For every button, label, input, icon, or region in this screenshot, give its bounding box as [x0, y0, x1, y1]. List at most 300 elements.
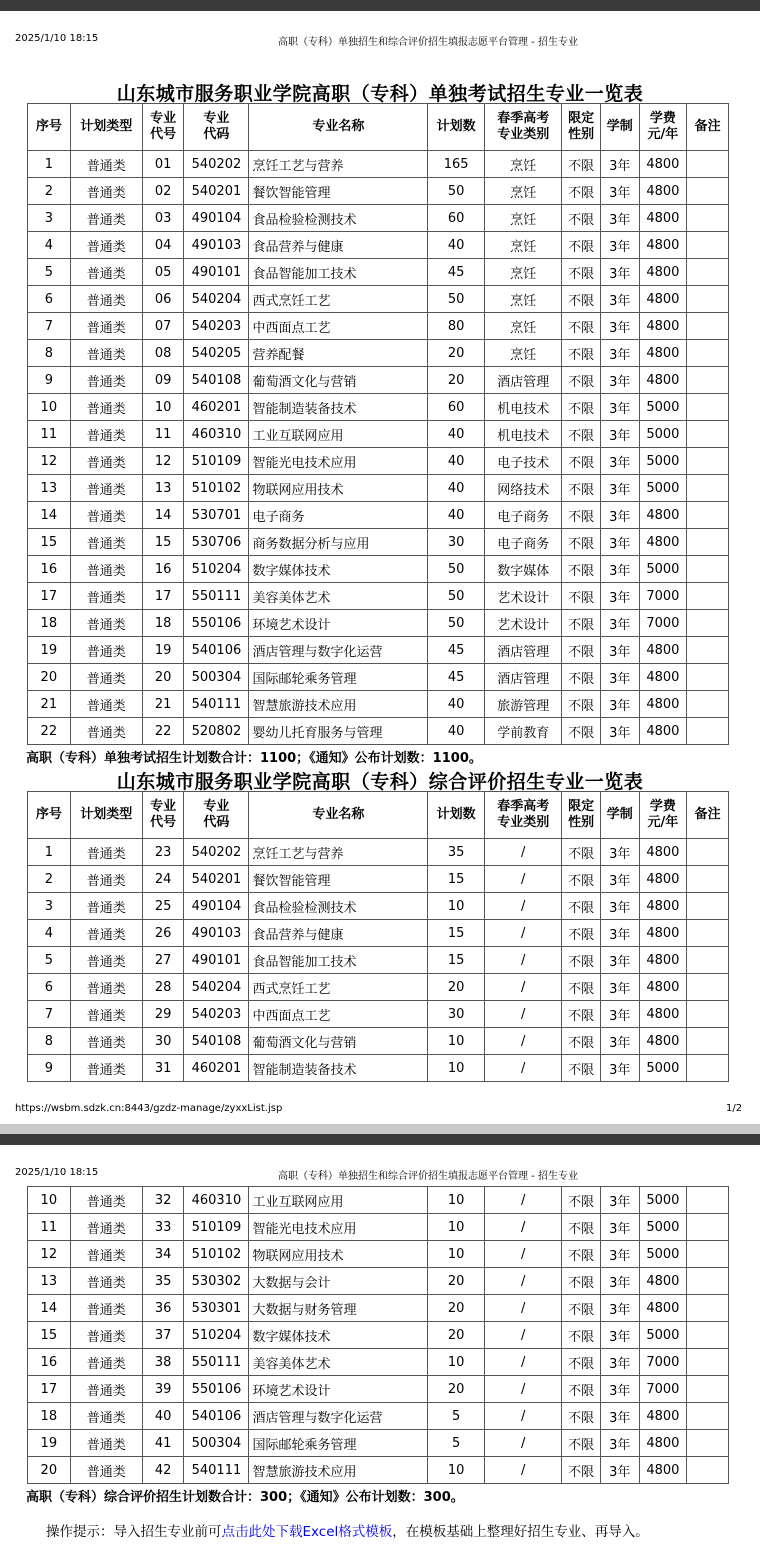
cell-major-name: 国际邮轮乘务管理	[249, 1430, 428, 1457]
cell-plan-type: 普通类	[70, 583, 142, 610]
cell-seq: 6	[28, 286, 71, 313]
header-label: 学费	[649, 799, 676, 814]
cell-duration: 3年	[600, 205, 639, 232]
cell-plan-type: 普通类	[70, 1349, 142, 1376]
cell-gender: 不限	[562, 974, 601, 1001]
cell-duration: 3年	[600, 367, 639, 394]
cell-gender: 不限	[562, 1376, 601, 1403]
cell-spring-category: /	[485, 1457, 562, 1484]
cell-plan-count: 45	[428, 259, 485, 286]
cell-seq: 1	[28, 839, 71, 866]
page-gap	[0, 1124, 760, 1134]
header-label: 专业名称	[312, 119, 365, 134]
cell-tuition: 5000	[639, 448, 687, 475]
cell-gender: 不限	[562, 1001, 601, 1028]
cell-gender: 不限	[562, 1214, 601, 1241]
cell-major-name: 烹饪工艺与营养	[249, 839, 428, 866]
cell-spring-category: 酒店管理	[485, 664, 562, 691]
cell-spring-category: 学前教育	[485, 718, 562, 745]
cell-duration: 3年	[600, 421, 639, 448]
cell-plan-count: 40	[428, 448, 485, 475]
table2-row	[28, 1268, 729, 1295]
cell-major-code: 540204	[184, 974, 249, 1001]
table2-col-duration	[600, 792, 639, 839]
cell-tuition: 5000	[639, 475, 687, 502]
cell-seq: 12	[28, 1241, 71, 1268]
table2-row	[28, 1376, 729, 1403]
cell-remark	[687, 151, 729, 178]
cell-seq: 13	[28, 475, 71, 502]
cell-remark	[687, 1457, 729, 1484]
cell-remark	[687, 1403, 729, 1430]
cell-duration: 3年	[600, 893, 639, 920]
cell-seq: 9	[28, 1055, 71, 1082]
cell-major-name: 智能光电技术应用	[249, 448, 428, 475]
cell-major-name: 数字媒体技术	[249, 1322, 428, 1349]
cell-seq: 16	[28, 556, 71, 583]
cell-duration: 3年	[600, 1001, 639, 1028]
cell-plan-count: 40	[428, 691, 485, 718]
cell-plan-count: 50	[428, 286, 485, 313]
table2-row	[28, 1028, 729, 1055]
cell-seq: 20	[28, 664, 71, 691]
cell-seq: 5	[28, 947, 71, 974]
top-dark-bar	[0, 0, 760, 11]
cell-duration: 3年	[600, 583, 639, 610]
cell-tuition: 4800	[639, 1295, 687, 1322]
header-label: 限定	[568, 111, 595, 126]
cell-major-code: 540202	[184, 839, 249, 866]
cell-remark	[687, 1295, 729, 1322]
table1-row	[28, 556, 729, 583]
cell-major-no: 09	[142, 367, 184, 394]
cell-major-code: 460201	[184, 1055, 249, 1082]
cell-gender: 不限	[562, 1241, 601, 1268]
header-label: 计划数	[436, 807, 476, 822]
cell-plan-type: 普通类	[70, 421, 142, 448]
cell-plan-type: 普通类	[70, 502, 142, 529]
table2-col-gender	[562, 792, 601, 839]
cell-seq: 14	[28, 502, 71, 529]
operation-hint	[46, 1520, 649, 1540]
cell-plan-type: 普通类	[70, 205, 142, 232]
cell-remark	[687, 866, 729, 893]
cell-duration: 3年	[600, 718, 639, 745]
hint-prefix: 操作提示：导入招生专业前可	[46, 1524, 222, 1540]
cell-duration: 3年	[600, 502, 639, 529]
header-label: 计划类型	[80, 807, 133, 822]
cell-gender: 不限	[562, 1403, 601, 1430]
header-label: 代码	[203, 815, 230, 830]
cell-seq: 21	[28, 691, 71, 718]
cell-duration: 3年	[600, 1241, 639, 1268]
cell-major-no: 26	[142, 920, 184, 947]
cell-tuition: 4800	[639, 893, 687, 920]
cell-spring-category: /	[485, 1376, 562, 1403]
cell-major-code: 490103	[184, 232, 249, 259]
cell-spring-category: 数字媒体	[485, 556, 562, 583]
header-label: 元/年	[647, 127, 679, 142]
cell-tuition: 5000	[639, 1214, 687, 1241]
cell-plan-type: 普通类	[70, 1028, 142, 1055]
table1-row	[28, 286, 729, 313]
cell-major-name: 酒店管理与数字化运营	[249, 1403, 428, 1430]
cell-tuition: 7000	[639, 1349, 687, 1376]
cell-major-no: 42	[142, 1457, 184, 1484]
cell-major-code: 540204	[184, 286, 249, 313]
cell-major-code: 550106	[184, 1376, 249, 1403]
cell-spring-category: /	[485, 920, 562, 947]
cell-duration: 3年	[600, 529, 639, 556]
table1-row	[28, 205, 729, 232]
cell-spring-category: /	[485, 866, 562, 893]
header-label: 春季高考	[497, 799, 550, 814]
cell-plan-count: 20	[428, 340, 485, 367]
cell-plan-count: 30	[428, 1001, 485, 1028]
cell-seq: 18	[28, 610, 71, 637]
cell-spring-category: /	[485, 1028, 562, 1055]
cell-plan-count: 60	[428, 394, 485, 421]
cell-remark	[687, 178, 729, 205]
table1-row	[28, 529, 729, 556]
cell-plan-count: 50	[428, 178, 485, 205]
cell-seq: 13	[28, 1268, 71, 1295]
table1-single-exam	[27, 103, 729, 745]
cell-major-no: 24	[142, 866, 184, 893]
cell-spring-category: /	[485, 1241, 562, 1268]
cell-major-name: 电子商务	[249, 502, 428, 529]
cell-major-no: 05	[142, 259, 184, 286]
cell-major-name: 食品智能加工技术	[249, 947, 428, 974]
cell-gender: 不限	[562, 313, 601, 340]
cell-spring-category: /	[485, 974, 562, 1001]
cell-major-code: 540106	[184, 637, 249, 664]
cell-remark	[687, 1430, 729, 1457]
cell-major-no: 18	[142, 610, 184, 637]
cell-gender: 不限	[562, 448, 601, 475]
cell-major-code: 510109	[184, 448, 249, 475]
cell-major-name: 西式烹饪工艺	[249, 286, 428, 313]
cell-major-name: 智能光电技术应用	[249, 1214, 428, 1241]
cell-spring-category: 酒店管理	[485, 367, 562, 394]
cell-remark	[687, 448, 729, 475]
cell-tuition: 5000	[639, 394, 687, 421]
cell-plan-type: 普通类	[70, 1295, 142, 1322]
cell-tuition: 4800	[639, 205, 687, 232]
cell-seq: 7	[28, 1001, 71, 1028]
cell-duration: 3年	[600, 947, 639, 974]
header-label: 性别	[568, 127, 595, 142]
table1-col-major-no	[142, 104, 184, 151]
cell-seq: 17	[28, 583, 71, 610]
cell-remark	[687, 691, 729, 718]
cell-plan-count: 45	[428, 637, 485, 664]
cell-major-name: 餐饮智能管理	[249, 178, 428, 205]
cell-major-name: 智能制造装备技术	[249, 1055, 428, 1082]
cell-remark	[687, 610, 729, 637]
cell-spring-category: 烹饪	[485, 340, 562, 367]
cell-tuition: 4800	[639, 340, 687, 367]
cell-spring-category: 烹饪	[485, 178, 562, 205]
cell-major-code: 530301	[184, 1295, 249, 1322]
table1-row	[28, 178, 729, 205]
cell-tuition: 4800	[639, 718, 687, 745]
cell-major-name: 食品检验检测技术	[249, 893, 428, 920]
table1-row	[28, 691, 729, 718]
cell-plan-type: 普通类	[70, 313, 142, 340]
cell-major-no: 25	[142, 893, 184, 920]
cell-major-code: 540201	[184, 866, 249, 893]
table2-row	[28, 1187, 729, 1214]
cell-major-name: 数字媒体技术	[249, 556, 428, 583]
cell-plan-type: 普通类	[70, 1457, 142, 1484]
cell-remark	[687, 232, 729, 259]
cell-spring-category: /	[485, 1403, 562, 1430]
cell-plan-type: 普通类	[70, 340, 142, 367]
cell-spring-category: /	[485, 1268, 562, 1295]
cell-major-no: 27	[142, 947, 184, 974]
table1-row	[28, 259, 729, 286]
cell-spring-category: /	[485, 1295, 562, 1322]
cell-major-name: 中西面点工艺	[249, 1001, 428, 1028]
cell-tuition: 4800	[639, 502, 687, 529]
cell-major-code: 540202	[184, 151, 249, 178]
cell-major-no: 11	[142, 421, 184, 448]
table1-row	[28, 637, 729, 664]
cell-gender: 不限	[562, 394, 601, 421]
table2-row	[28, 1295, 729, 1322]
cell-spring-category: /	[485, 1001, 562, 1028]
cell-remark	[687, 637, 729, 664]
cell-major-code: 540205	[184, 340, 249, 367]
cell-major-code: 540111	[184, 691, 249, 718]
print-page-number: 1/2	[726, 1103, 743, 1114]
cell-major-name: 餐饮智能管理	[249, 866, 428, 893]
cell-seq: 9	[28, 367, 71, 394]
table1-row	[28, 313, 729, 340]
cell-tuition: 4800	[639, 178, 687, 205]
cell-major-code: 550111	[184, 583, 249, 610]
table1-row	[28, 367, 729, 394]
cell-major-no: 33	[142, 1214, 184, 1241]
cell-gender: 不限	[562, 1349, 601, 1376]
cell-tuition: 4800	[639, 839, 687, 866]
cell-major-code: 540108	[184, 367, 249, 394]
cell-gender: 不限	[562, 637, 601, 664]
header-label: 春季高考	[497, 111, 550, 126]
cell-plan-type: 普通类	[70, 1214, 142, 1241]
cell-major-code: 490101	[184, 947, 249, 974]
cell-major-code: 490103	[184, 920, 249, 947]
table1-summary: 高职（专科）单独考试招生计划数合计：1100；《通知》公布计划数：1100。	[26, 751, 482, 766]
cell-seq: 12	[28, 448, 71, 475]
table1-header-row	[28, 104, 729, 151]
cell-duration: 3年	[600, 394, 639, 421]
cell-spring-category: 电子商务	[485, 529, 562, 556]
cell-plan-count: 20	[428, 367, 485, 394]
cell-duration: 3年	[600, 1268, 639, 1295]
cell-major-no: 13	[142, 475, 184, 502]
cell-seq: 8	[28, 340, 71, 367]
cell-major-name: 食品营养与健康	[249, 920, 428, 947]
cell-tuition: 4800	[639, 637, 687, 664]
cell-tuition: 4800	[639, 947, 687, 974]
cell-remark	[687, 529, 729, 556]
cell-tuition: 5000	[639, 1055, 687, 1082]
table2-row	[28, 1322, 729, 1349]
cell-remark	[687, 1376, 729, 1403]
cell-major-code: 540203	[184, 313, 249, 340]
cell-gender: 不限	[562, 583, 601, 610]
cell-plan-type: 普通类	[70, 529, 142, 556]
cell-seq: 5	[28, 259, 71, 286]
cell-gender: 不限	[562, 205, 601, 232]
cell-major-name: 食品营养与健康	[249, 232, 428, 259]
cell-spring-category: /	[485, 1349, 562, 1376]
cell-seq: 8	[28, 1028, 71, 1055]
cell-tuition: 4800	[639, 664, 687, 691]
cell-gender: 不限	[562, 1322, 601, 1349]
cell-remark	[687, 839, 729, 866]
cell-major-code: 510102	[184, 475, 249, 502]
cell-plan-type: 普通类	[70, 448, 142, 475]
cell-plan-count: 10	[428, 893, 485, 920]
table1-row	[28, 502, 729, 529]
cell-gender: 不限	[562, 866, 601, 893]
cell-spring-category: /	[485, 1055, 562, 1082]
header-label: 元/年	[647, 815, 679, 830]
cell-plan-type: 普通类	[70, 1055, 142, 1082]
cell-major-name: 食品智能加工技术	[249, 259, 428, 286]
header-label: 序号	[35, 119, 62, 134]
cell-spring-category: 旅游管理	[485, 691, 562, 718]
cell-plan-type: 普通类	[70, 920, 142, 947]
table1-col-spring-category	[485, 104, 562, 151]
header-label: 专业	[150, 111, 177, 126]
cell-tuition: 4800	[639, 286, 687, 313]
cell-spring-category: 电子技术	[485, 448, 562, 475]
cell-seq: 1	[28, 151, 71, 178]
cell-major-no: 35	[142, 1268, 184, 1295]
cell-major-code: 490104	[184, 205, 249, 232]
cell-gender: 不限	[562, 691, 601, 718]
cell-major-no: 17	[142, 583, 184, 610]
cell-major-code: 460310	[184, 1187, 249, 1214]
cell-major-code: 540201	[184, 178, 249, 205]
cell-duration: 3年	[600, 1430, 639, 1457]
table2-summary: 高职（专科）综合评价招生计划数合计：300；《通知》公布计划数：300。	[26, 1490, 464, 1505]
cell-spring-category: /	[485, 1187, 562, 1214]
cell-tuition: 4800	[639, 259, 687, 286]
cell-major-no: 21	[142, 691, 184, 718]
cell-seq: 3	[28, 205, 71, 232]
cell-plan-type: 普通类	[70, 394, 142, 421]
cell-plan-count: 10	[428, 1055, 485, 1082]
table2-col-major-no	[142, 792, 184, 839]
cell-major-name: 智能制造装备技术	[249, 394, 428, 421]
header-label: 代号	[150, 127, 177, 142]
cell-remark	[687, 718, 729, 745]
cell-major-no: 34	[142, 1241, 184, 1268]
table2-row	[28, 1214, 729, 1241]
cell-seq: 3	[28, 893, 71, 920]
cell-duration: 3年	[600, 1028, 639, 1055]
cell-major-code: 500304	[184, 664, 249, 691]
cell-seq: 15	[28, 529, 71, 556]
cell-remark	[687, 1028, 729, 1055]
cell-duration: 3年	[600, 1349, 639, 1376]
cell-plan-type: 普通类	[70, 1403, 142, 1430]
cell-duration: 3年	[600, 1187, 639, 1214]
cell-duration: 3年	[600, 178, 639, 205]
cell-plan-type: 普通类	[70, 1001, 142, 1028]
cell-major-name: 智慧旅游技术应用	[249, 1457, 428, 1484]
header-label: 限定	[568, 799, 595, 814]
cell-major-no: 38	[142, 1349, 184, 1376]
table1-row	[28, 151, 729, 178]
cell-seq: 15	[28, 1322, 71, 1349]
cell-major-name: 酒店管理与数字化运营	[249, 637, 428, 664]
cell-plan-count: 15	[428, 866, 485, 893]
cell-spring-category: 艺术设计	[485, 583, 562, 610]
cell-major-no: 10	[142, 394, 184, 421]
cell-tuition: 5000	[639, 421, 687, 448]
table2-row	[28, 1430, 729, 1457]
cell-major-code: 540106	[184, 1403, 249, 1430]
table1-col-tuition	[639, 104, 687, 151]
header-label: 专业名称	[312, 807, 365, 822]
header-label: 专业类别	[497, 815, 550, 830]
cell-remark	[687, 556, 729, 583]
table2-col-plan-type	[70, 792, 142, 839]
header-label: 专业	[150, 799, 177, 814]
cell-major-code: 500304	[184, 1430, 249, 1457]
header-label: 序号	[35, 807, 62, 822]
cell-duration: 3年	[600, 151, 639, 178]
print-datetime: 2025/1/10 18:15	[15, 33, 99, 44]
table2-col-major-name	[249, 792, 428, 839]
header-label: 专业	[203, 799, 230, 814]
cell-remark	[687, 1001, 729, 1028]
cell-duration: 3年	[600, 974, 639, 1001]
cell-tuition: 4800	[639, 866, 687, 893]
table2-row	[28, 839, 729, 866]
table2-row	[28, 1241, 729, 1268]
cell-duration: 3年	[600, 1295, 639, 1322]
cell-remark	[687, 1214, 729, 1241]
cell-plan-type: 普通类	[70, 178, 142, 205]
download-excel-template-link[interactable]: 点击此处下载Excel格式模板	[221, 1524, 393, 1540]
cell-major-name: 营养配餐	[249, 340, 428, 367]
cell-gender: 不限	[562, 1430, 601, 1457]
header-label: 专业类别	[497, 127, 550, 142]
cell-gender: 不限	[562, 529, 601, 556]
table1-row	[28, 448, 729, 475]
table1-title: 山东城市服务职业学院高职（专科）单独考试招生专业一览表	[116, 83, 644, 105]
cell-tuition: 4800	[639, 367, 687, 394]
cell-major-no: 41	[142, 1430, 184, 1457]
cell-tuition: 7000	[639, 610, 687, 637]
cell-gender: 不限	[562, 367, 601, 394]
table1-col-seq	[28, 104, 71, 151]
cell-major-name: 烹饪工艺与营养	[249, 151, 428, 178]
cell-seq: 19	[28, 1430, 71, 1457]
cell-gender: 不限	[562, 1055, 601, 1082]
table1-row	[28, 664, 729, 691]
cell-plan-count: 40	[428, 718, 485, 745]
cell-seq: 10	[28, 394, 71, 421]
header-label: 性别	[568, 815, 595, 830]
